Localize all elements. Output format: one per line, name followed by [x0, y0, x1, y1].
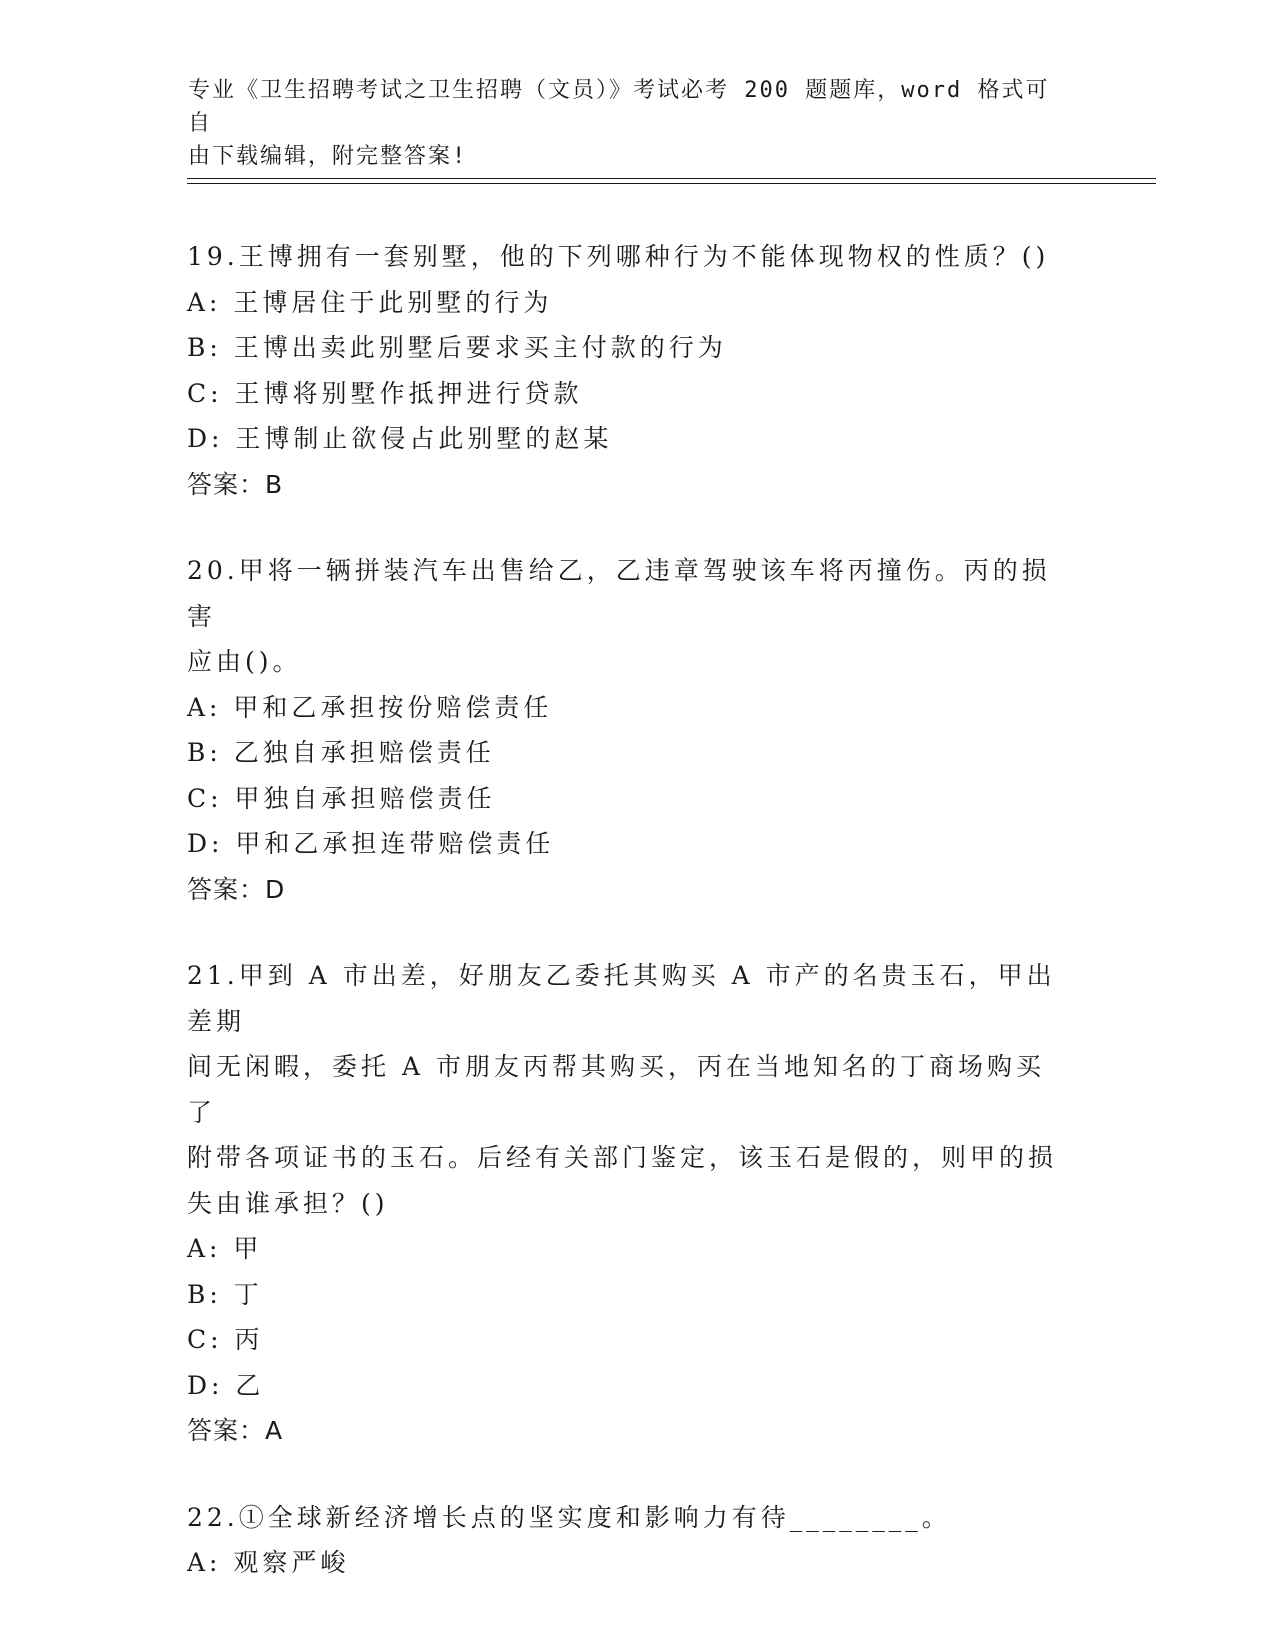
option-b: B: 丁 — [187, 1279, 263, 1309]
question-stem: 失由谁承担？() — [187, 1188, 389, 1218]
option-a: A: 王博居住于此别墅的行为 — [187, 287, 553, 317]
document-header — [188, 74, 1068, 173]
header-line-2: 由下载编辑，附完整答案! — [188, 144, 468, 169]
option-b: B: 王博出卖此别墅后要求买主付款的行为 — [187, 333, 727, 362]
option-d: D: 甲和乙承担连带赔偿责任 — [187, 829, 555, 858]
header-divider-bottom — [187, 183, 1156, 184]
question-stem: 应由()。 — [187, 647, 302, 676]
answer-label: 答案：A — [187, 1416, 284, 1445]
question-stem: 附带各项证书的玉石。后经有关部门鉴定，该玉石是假的，则甲的损 — [187, 1143, 1058, 1172]
question-22 — [187, 1495, 1087, 1586]
option-d: D: 乙 — [187, 1370, 265, 1400]
question-stem: 间无闲暇，委托 A 市朋友丙帮其购买，丙在当地知名的丁商场购买了 — [187, 1052, 1045, 1127]
question-20 — [187, 548, 1087, 912]
question-stem: 20.甲将一辆拼装汽车出售给乙，乙违章驾驶该车将丙撞伤。丙的损害 — [187, 556, 1051, 631]
question-list — [187, 234, 1087, 1627]
question-stem: 21.甲到 A 市出差，好朋友乙委托其购买 A 市产的名贵玉石，甲出差期 — [187, 961, 1056, 1036]
question-19 — [187, 234, 1087, 507]
question-stem: 22.①全球新经济增长点的坚实度和影响力有待________。 — [187, 1502, 951, 1532]
option-b: B: 乙独自承担赔偿责任 — [187, 738, 495, 767]
option-d: D: 王博制止欲侵占此别墅的赵某 — [187, 424, 613, 453]
question-21 — [187, 953, 1087, 1454]
option-c: C: 丙 — [187, 1325, 264, 1354]
option-c: C: 王博将别墅作抵押进行贷款 — [187, 378, 583, 408]
header-line-1: 专业《卫生招聘考试之卫生招聘（文员）》考试必考 200 题题库，word 格式可自 — [188, 78, 1050, 136]
answer-label: 答案：D — [187, 874, 286, 904]
option-c: C: 甲独自承担赔偿责任 — [187, 783, 496, 813]
question-stem: 19.王博拥有一套别墅，他的下列哪种行为不能体现物权的性质？() — [187, 242, 1050, 271]
option-a: A: 甲和乙承担按份赔偿责任 — [187, 692, 553, 722]
answer-label: 答案：B — [187, 469, 284, 499]
option-a: A: 甲 — [187, 1234, 263, 1263]
option-a: A: 观察严峻 — [187, 1548, 350, 1577]
header-divider-top — [187, 178, 1156, 179]
